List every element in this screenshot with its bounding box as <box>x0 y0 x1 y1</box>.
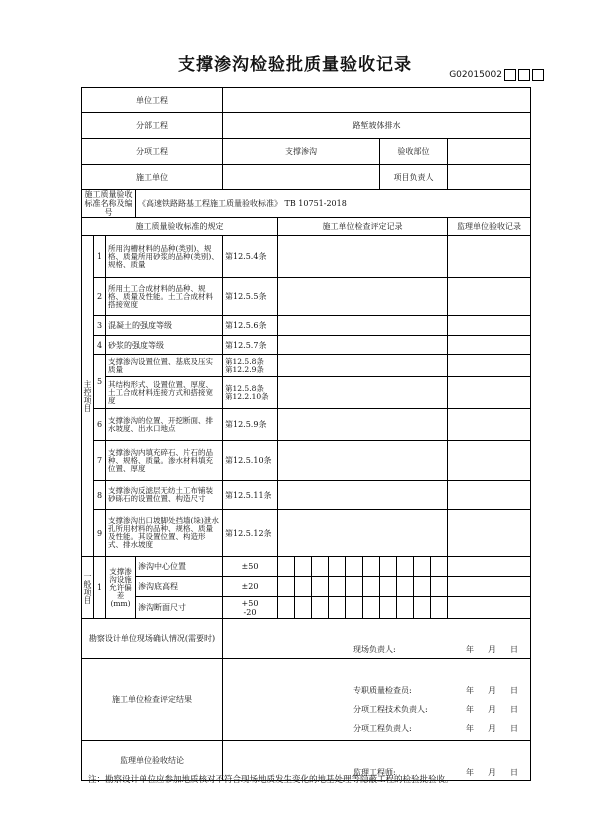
day-label: 日 <box>510 724 518 733</box>
item-text: 支撑渗沟反滤层无纺土工布铺装砂砾石的设置位置、构造尺寸 <box>106 481 223 510</box>
construction-record-cell[interactable] <box>278 236 448 278</box>
item-text: 支撑渗沟出口坡脚处挡墙(垛)泄水孔所用材料的品种、规格、质量及性能。其设置位置、构造形式、排水坡度 <box>106 510 223 557</box>
year-label: 年 <box>466 724 474 733</box>
code-box[interactable] <box>518 69 530 81</box>
division-label: 分部工程 <box>82 113 223 139</box>
tech-manager-label: 分项工程技术负责人: <box>353 705 428 714</box>
manager-value[interactable] <box>448 165 531 190</box>
item-no: 1 <box>94 236 106 278</box>
item-no: 2 <box>94 278 106 316</box>
quality-inspector-label: 专职质量检查员: <box>353 686 412 695</box>
code-box[interactable] <box>532 69 544 81</box>
construction-record-cell[interactable] <box>278 355 448 377</box>
survey-design-label: 勘察设计单位现场确认情况(需要时) <box>82 619 223 659</box>
construction-unit-value[interactable] <box>223 165 380 190</box>
item-clause: 第12.5.9条 <box>223 409 278 441</box>
measure-cell[interactable] <box>363 577 380 597</box>
form-code-text: G02015002 <box>449 70 502 80</box>
tolerance-value: ±20 <box>223 577 278 597</box>
item-text: 支撑渗沟设置位置、基底及压实质量 <box>106 355 223 377</box>
item-no: 9 <box>94 510 106 557</box>
measure-cell[interactable] <box>312 557 329 577</box>
item-clause: 第12.5.7条 <box>223 336 278 355</box>
tolerance-value: +50 -20 <box>223 597 278 619</box>
measure-cell[interactable] <box>278 557 295 577</box>
standard-label: 施工质量验收标准名称及编号 <box>82 190 136 218</box>
item-no: 7 <box>94 441 106 481</box>
tolerance-item-text: 渗沟中心位置 <box>136 557 223 577</box>
supervision-record-cell[interactable] <box>448 355 531 377</box>
measure-cell[interactable] <box>295 577 312 597</box>
item-clause: 第12.5.5条 <box>223 278 278 316</box>
supervision-record-cell[interactable] <box>448 597 531 619</box>
measure-cell[interactable] <box>414 557 431 577</box>
measure-cell[interactable] <box>346 557 363 577</box>
measure-cell[interactable] <box>397 577 414 597</box>
measure-cell[interactable] <box>329 557 346 577</box>
item-no: 5 <box>94 355 106 409</box>
form-code <box>449 69 544 81</box>
measure-cell[interactable] <box>414 577 431 597</box>
month-label: 月 <box>488 768 496 777</box>
measure-cell[interactable] <box>363 597 380 619</box>
item-no: 3 <box>94 316 106 336</box>
item-text: 混凝土的强度等级 <box>106 316 223 336</box>
construction-record-cell[interactable] <box>278 481 448 510</box>
supervision-record-cell[interactable] <box>448 236 531 278</box>
measure-cell[interactable] <box>380 597 397 619</box>
part-label: 验收部位 <box>380 139 448 165</box>
measure-cell[interactable] <box>414 597 431 619</box>
construction-record-cell[interactable] <box>278 441 448 481</box>
supervision-record-cell[interactable] <box>448 316 531 336</box>
unit-value[interactable] <box>223 88 531 113</box>
supervision-record-cell[interactable] <box>448 409 531 441</box>
day-label: 日 <box>510 768 518 777</box>
item-no: 4 <box>94 336 106 355</box>
item-no: 8 <box>94 481 106 510</box>
day-label: 日 <box>510 705 518 714</box>
supervision-record-cell[interactable] <box>448 441 531 481</box>
item-text: 支撑渗沟的位置、开挖断面、排水坡度、出水口地点 <box>106 409 223 441</box>
supervision-conclusion-label: 监理单位验收结论 <box>82 741 223 781</box>
tolerance-value: ±50 <box>223 557 278 577</box>
supervision-record-cell[interactable] <box>448 481 531 510</box>
item-clause: 第12.5.6条 <box>223 316 278 336</box>
year-label: 年 <box>466 645 474 654</box>
item-clause: 第12.5.12条 <box>223 510 278 557</box>
project-manager-label: 分项工程负责人: <box>353 724 412 733</box>
subitem-value[interactable]: 支撑渗沟 <box>223 139 380 165</box>
item-text: 所用沟槽材料的品种(类别)、规格、质量所用砂浆的品种(类别)、规格、质量 <box>106 236 223 278</box>
construction-record-cell[interactable] <box>278 377 448 409</box>
code-box[interactable] <box>504 69 516 81</box>
standard-value: 《高速铁路路基工程施工质量验收标准》 TB 10751-2018 <box>136 190 531 218</box>
measure-cell[interactable] <box>397 597 414 619</box>
supervision-record-cell[interactable] <box>448 377 531 409</box>
subitem-label: 分项工程 <box>82 139 223 165</box>
measure-cell[interactable] <box>278 597 295 619</box>
year-label: 年 <box>466 768 474 777</box>
supervision-record-cell[interactable] <box>448 336 531 355</box>
tolerance-item-text: 渗沟断面尺寸 <box>136 597 223 619</box>
measure-cell[interactable] <box>397 557 414 577</box>
measure-cell[interactable] <box>363 557 380 577</box>
supervision-record-cell[interactable] <box>448 510 531 557</box>
item-clause: 第12.5.8条 第12.2.9条 <box>223 355 278 377</box>
month-label: 月 <box>488 686 496 695</box>
supervisor-label: 监理工程师: <box>353 768 396 777</box>
unit-label: 单位工程 <box>82 88 223 113</box>
manager-label: 项目负责人 <box>380 165 448 190</box>
page-title: 支撑渗沟检验批质量验收记录 <box>178 55 412 75</box>
measure-cell[interactable] <box>295 597 312 619</box>
measure-cell[interactable] <box>312 577 329 597</box>
col-header-standard: 施工质量验收标准的规定 <box>82 218 278 236</box>
measure-cell[interactable] <box>431 557 448 577</box>
construction-result-label: 施工单位检查评定结果 <box>82 659 223 741</box>
tolerance-item-text: 渗沟底高程 <box>136 577 223 597</box>
construction-record-cell[interactable] <box>278 409 448 441</box>
item-clause: 第12.5.8条 第12.2.10条 <box>223 377 278 409</box>
construction-record-cell[interactable] <box>278 316 448 336</box>
month-label: 月 <box>488 645 496 654</box>
measure-cell[interactable] <box>312 597 329 619</box>
month-label: 月 <box>488 705 496 714</box>
construction-result-signoff[interactable] <box>223 659 531 741</box>
measure-cell[interactable] <box>431 597 448 619</box>
item-clause: 第12.5.10条 <box>223 441 278 481</box>
construction-record-cell[interactable] <box>278 336 448 355</box>
item-text: 砂浆的强度等级 <box>106 336 223 355</box>
item-text: 其结构形式、设置位置、厚度、土工合成材料连接方式和搭接宽度 <box>106 377 223 409</box>
survey-design-signoff[interactable] <box>223 619 531 659</box>
general-items-group-label: 一般项目 <box>82 557 94 619</box>
item-clause: 第12.5.11条 <box>223 481 278 510</box>
day-label: 日 <box>510 686 518 695</box>
measure-cell[interactable] <box>431 577 448 597</box>
col-header-construction: 施工单位检查评定记录 <box>278 218 448 236</box>
day-label: 日 <box>510 645 518 654</box>
measure-cell[interactable] <box>346 577 363 597</box>
measure-cell[interactable] <box>346 597 363 619</box>
supervision-record-cell[interactable] <box>448 557 531 577</box>
year-label: 年 <box>466 705 474 714</box>
item-clause: 第12.5.4条 <box>223 236 278 278</box>
measure-cell[interactable] <box>380 557 397 577</box>
measure-cell[interactable] <box>329 577 346 597</box>
construction-record-cell[interactable] <box>278 510 448 557</box>
measure-cell[interactable] <box>278 577 295 597</box>
part-value[interactable] <box>448 139 531 165</box>
tolerance-sub-label: 支撑渗沟设施允许偏差(mm) <box>106 557 136 619</box>
measure-cell[interactable] <box>329 597 346 619</box>
item-text: 所用土工合成材料的品种、规格、质量及性能。土工合成材料搭接宽度 <box>106 278 223 316</box>
month-label: 月 <box>488 724 496 733</box>
construction-unit-label: 施工单位 <box>82 165 223 190</box>
item-no: 1 <box>94 557 106 619</box>
col-header-supervision: 监理单位验收记录 <box>448 218 531 236</box>
division-value[interactable]: 路堑坡体排水 <box>223 113 531 139</box>
main-items-group-label: 主控项目 <box>82 236 94 557</box>
inspection-table <box>81 87 531 781</box>
supervision-record-cell[interactable] <box>448 577 531 597</box>
measure-cell[interactable] <box>380 577 397 597</box>
item-text: 支撑渗沟内填充碎石、片石的品种、规格、质量。渗水材料填充位置、厚度 <box>106 441 223 481</box>
measure-cell[interactable] <box>295 557 312 577</box>
site-person-label: 现场负责人: <box>353 645 396 654</box>
footnote: 注：勘察设计单位应参加地质核对不符合现场地质发生变化的地基处理等隐蔽工程的检验批验收。 <box>88 775 454 785</box>
year-label: 年 <box>466 686 474 695</box>
supervision-record-cell[interactable] <box>448 278 531 316</box>
construction-record-cell[interactable] <box>278 278 448 316</box>
item-no: 6 <box>94 409 106 441</box>
